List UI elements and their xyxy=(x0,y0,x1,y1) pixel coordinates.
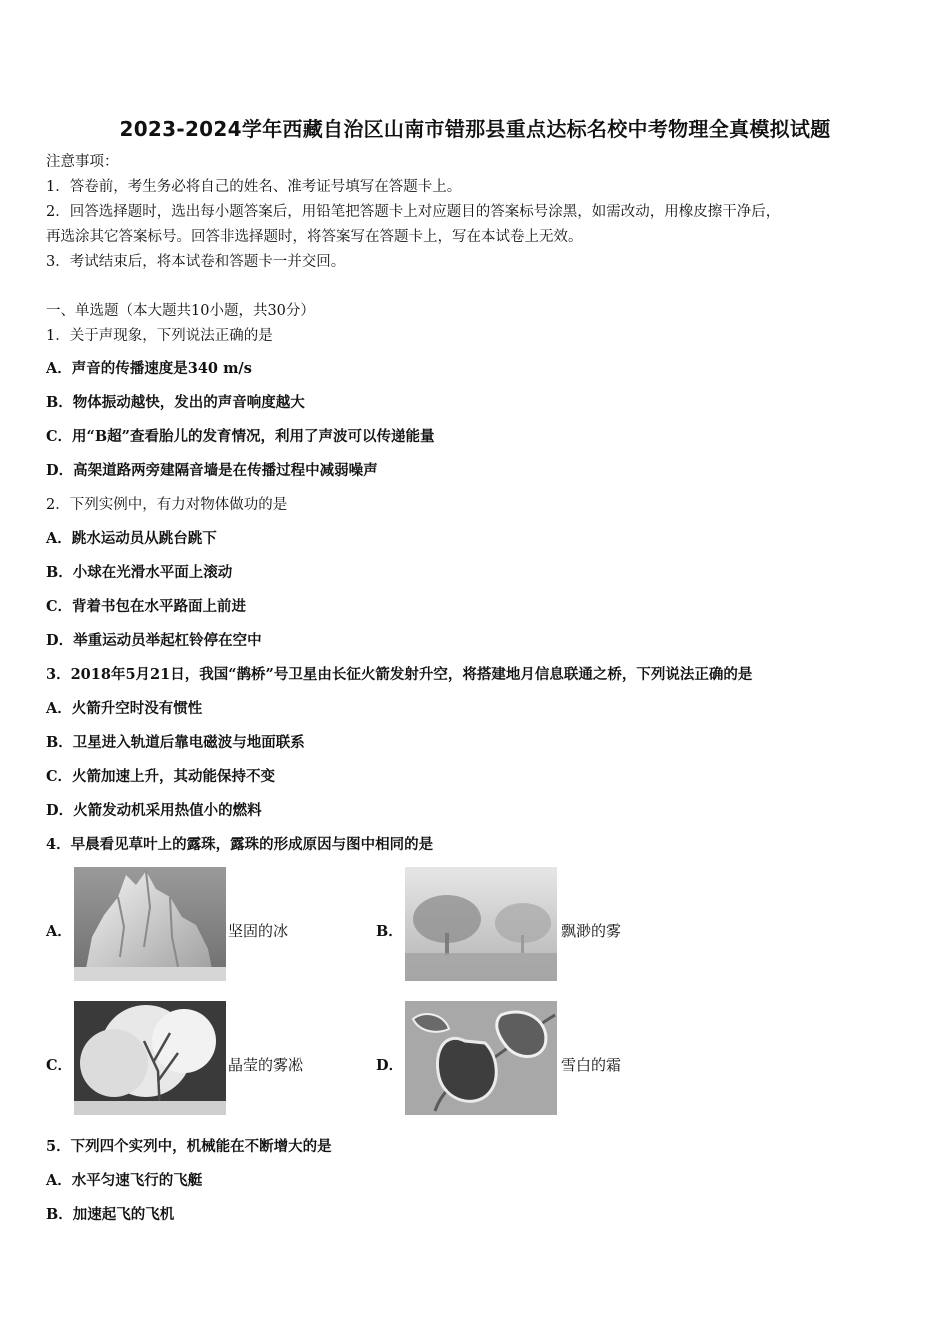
option: C．背着书包在水平路面上前进 xyxy=(46,598,247,615)
page-title: 2023-2024学年西藏自治区山南市错那县重点达标名校中考物理全真模拟试题 xyxy=(119,117,831,141)
option: C．火箭加速上升，其动能保持不变 xyxy=(46,768,276,785)
option-letter: D． xyxy=(376,1057,404,1074)
option-caption: 飘渺的雾 xyxy=(561,922,622,940)
option: D．高架道路两旁建隔音墙是在传播过程中减弱噪声 xyxy=(46,462,378,479)
option: A．声音的传播速度是340 m/s xyxy=(46,360,252,377)
option-letter: A． xyxy=(46,923,72,940)
option-letter: C． xyxy=(46,1057,73,1074)
notice-item: 2．回答选择题时，选出每小题答案后，用铅笔把答题卡上对应题目的答案标号涂黑，如需改动，用橡皮擦干净后， xyxy=(46,204,781,220)
option: C．用“B超”查看胎儿的发育情况，利用了声波可以传递能量 xyxy=(46,428,435,445)
notice-heading: 注意事项： xyxy=(46,154,119,170)
question-stem: 1．关于声现象，下列说法正确的是 xyxy=(46,328,273,344)
ice-image xyxy=(74,867,226,981)
notice-item: 3．考试结束后，将本试卷和答题卡一并交回。 xyxy=(46,254,346,270)
option: A．火箭升空时没有惯性 xyxy=(46,700,203,717)
rime-image xyxy=(74,1001,226,1115)
notice-item: 1．答卷前，考生务必将自己的姓名、准考证号填写在答题卡上。 xyxy=(46,179,462,195)
option-caption: 坚固的冰 xyxy=(228,922,289,940)
option-letter: B． xyxy=(376,923,403,940)
fog-image xyxy=(405,867,557,981)
option: D．火箭发动机采用热值小的燃料 xyxy=(46,802,262,819)
notice-item: 再选涂其它答案标号。回答非选择题时，将答案写在答题卡上，写在本试卷上无效。 xyxy=(46,229,583,245)
section-heading: 一、单选题（本大题共10小题，共30分） xyxy=(46,303,315,319)
option-caption: 晶莹的雾凇 xyxy=(228,1056,304,1074)
option: B．小球在光滑水平面上滚动 xyxy=(46,564,233,581)
frost-image xyxy=(405,1001,557,1115)
option: B．加速起飞的飞机 xyxy=(46,1206,175,1223)
question-stem: 3．2018年5月21日，我国“鹊桥”号卫星由长征火箭发射升空，将搭建地月信息联通之桥，下列说法正确的是 xyxy=(46,666,753,683)
option: A．跳水运动员从跳台跳下 xyxy=(46,530,217,547)
question-stem: 4．早晨看见草叶上的露珠，露珠的形成原因与图中相同的是 xyxy=(46,836,434,853)
option: D．举重运动员举起杠铃停在空中 xyxy=(46,632,262,649)
option-caption: 雪白的霜 xyxy=(561,1056,622,1074)
question-stem: 2．下列实例中，有力对物体做功的是 xyxy=(46,497,288,513)
option: B．卫星进入轨道后靠电磁波与地面联系 xyxy=(46,734,305,751)
option: A．水平匀速飞行的飞艇 xyxy=(46,1172,203,1189)
option: B．物体振动越快，发出的声音响度越大 xyxy=(46,394,305,411)
question-stem: 5．下列四个实列中，机械能在不断增大的是 xyxy=(46,1138,332,1155)
